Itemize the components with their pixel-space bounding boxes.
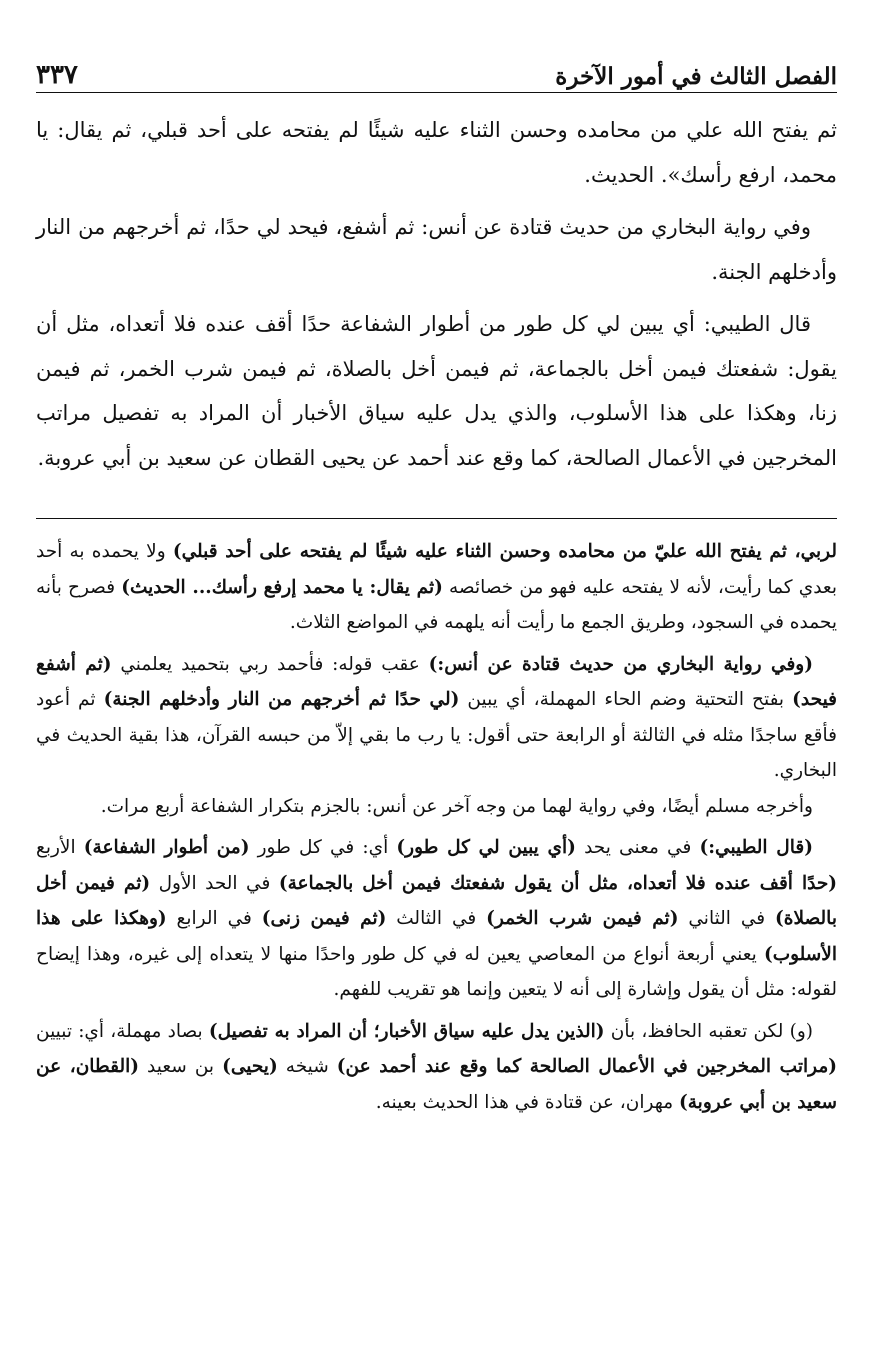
- commentary-text: شيخه: [277, 1056, 337, 1077]
- commentary-text: في الثاني: [678, 908, 776, 929]
- commentary-text: مهران، عن قتادة في هذا الحديث بعينه.: [375, 1091, 680, 1113]
- commentary-paragraph: [36, 647, 837, 789]
- commentary-text: ثم أعود فأقع ساجدًا مثله في الثالثة أو الرابعة حتى أقول: يا رب ما بقي إلاّ من حبسه القرآن، هذا بقية الحديث في البخاري.: [36, 689, 837, 781]
- quoted-text: (لي حدًا ثم أخرجهم من النار وأدخلهم الجنة): [103, 689, 460, 710]
- quoted-text: (الذين يدل عليه سياق الأخبار؛ أن المراد به تفصيل): [208, 1020, 605, 1042]
- quoted-text: (أي يبين لي كل طور): [396, 837, 576, 858]
- commentary-text: الأربع: [36, 837, 84, 858]
- chapter-title: الفصل الثالث في أمور الآخرة: [555, 63, 837, 90]
- quoted-text: (يحيى): [222, 1056, 278, 1077]
- quoted-text: (حدًا أقف عنده فلا أتعداه، مثل أن يقول شفعتك فيمن أخل بالجماعة): [278, 872, 838, 894]
- commentary-text: أي: في كل طور: [249, 837, 397, 858]
- page-number: ٣٣٧: [36, 60, 78, 90]
- quoted-text: (وهكذا على هذا الأسلوب): [36, 908, 837, 965]
- commentary-text: في الثالث: [386, 908, 487, 929]
- commentary-paragraph: [36, 830, 837, 1008]
- quoted-text: (وفي رواية البخاري من حديث قتادة عن أنس:): [428, 653, 813, 675]
- footnote-divider: [36, 518, 837, 519]
- commentary-text: في معنى يحد: [575, 837, 700, 858]
- main-paragraph: ثم يفتح الله علي من محامده وحسن الثناء عليه شيئًا لم يفتحه على أحد قبلي، ثم يقال: يا محمد، ارفع رأسك». الحديث.: [36, 118, 837, 187]
- commentary-text: فصرح بأنه يحمده في السجود، وطريق الجمع ما رأيت أنه يلهمه في المواضع الثلاث.: [36, 576, 837, 633]
- commentary-text: بصاد مهملة، أي: تبيين: [36, 1020, 209, 1042]
- commentary: [36, 534, 837, 1120]
- quoted-text: (القطان، عن سعيد بن أبي عروبة): [36, 1056, 837, 1113]
- quoted-text: (ثم أشفع فيحد): [36, 653, 838, 710]
- main-paragraph: قال الطيبي: أي يبين لي كل طور من أطوار الشفاعة حدًا أقف عنده فلا أتعداه، مثل أن يقول: شفعتك فيمن أخل بالجماعة، ثم فيمن أخل بالصلاة، ثم فيمن شرب الخمر، ثم فيمن زنا، وهكذا على هذا الأسلوب، والذي يدل عليه سياق الأخبار أن المراد به تفصيل مراتب المخرجين في الأعمال الصالحة، كما وقع عند أحمد عن يحيى القطان عن سعيد بن أبي عروبة.: [36, 312, 837, 470]
- commentary-text: (و) لكن تعقبه الحافظ، بأن: [604, 1020, 813, 1042]
- quoted-text: لربي، ثم يفتح الله عليّ من محامده وحسن الثناء عليه شيئًا لم يفتحه على أحد قبلي): [172, 541, 837, 562]
- commentary-text: في الحد الأول: [150, 872, 279, 894]
- commentary-paragraph: [36, 534, 837, 641]
- commentary-text: بفتح التحتية وضم الحاء المهملة، أي يبين: [459, 689, 793, 710]
- commentary-text: عقب قوله: فأحمد ربي بتحميد يعلمني: [111, 653, 429, 675]
- commentary-paragraph: وأخرجه مسلم أيضًا، وفي رواية لهما من وجه آخر عن أنس: بالجزم بتكرار الشفاعة أربع مرات.: [100, 795, 813, 817]
- main-paragraph: وفي رواية البخاري من حديث قتادة عن أنس: ثم أشفع، فيحد لي حدًا، ثم أخرجهم من النار وأدخلهم الجنة.: [36, 215, 837, 284]
- quoted-text: (ثم يقال: يا محمد إرفع رأسك... الحديث): [121, 576, 443, 598]
- commentary-text: بن سعيد: [139, 1056, 223, 1077]
- quoted-text: (مراتب المخرجين في الأعمال الصالحة كما وقع عند أحمد عن): [336, 1056, 837, 1077]
- quoted-text: (قال الطيبي:): [699, 837, 813, 858]
- quoted-text: (من أطوار الشفاعة): [83, 837, 250, 858]
- commentary-paragraph: [36, 1014, 837, 1121]
- page-header: [36, 50, 837, 93]
- main-text: [36, 108, 837, 480]
- commentary-text: في الرابع: [166, 908, 262, 929]
- commentary-text: يعني أربعة أنواع من المعاصي يعين له في كل طور واحدًا منها لا يتعداه إلى غيره، وهذا إيضاح لقوله: مثل أن يقول وإشارة إلى أنه لا يتعين وإنما هو تقريب للفهم.: [36, 943, 837, 1000]
- commentary-text: ولا يحمده به أحد بعدي كما رأيت، لأنه لا يفتحه عليه فهو من خصائصه: [36, 541, 837, 598]
- quoted-text: (ثم فيمن شرب الخمر): [486, 908, 679, 929]
- quoted-text: (ثم فيمن زنى): [261, 908, 387, 929]
- quoted-text: (ثم فيمن أخل بالصلاة): [36, 872, 837, 929]
